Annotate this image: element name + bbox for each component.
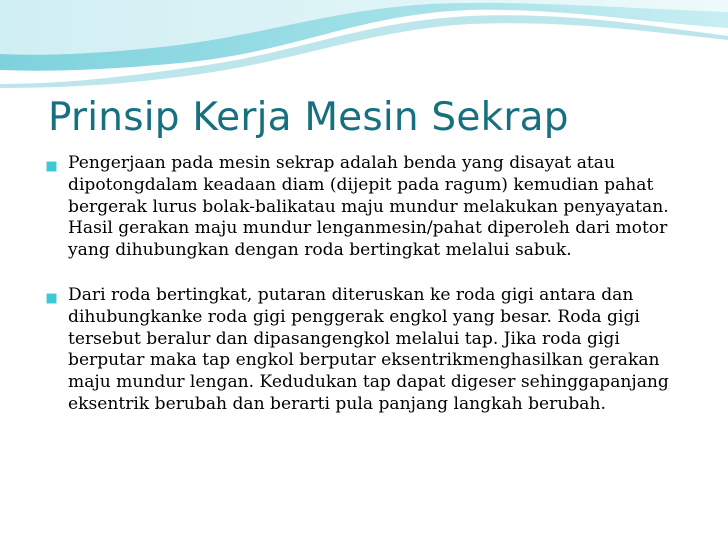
- bullet-text: Dari roda bertingkat, putaran diteruskan ke roda gigi antara dan dihubungkanke roda gigi penggerak engkol yang besar. Roda gigi tersebut beralur dan dipasangengkol melalui tap. Jika roda gigi berputar maka tap engkol berputar eksentrikmenghasilkan gerakan maju mundur lengan. Kedudukan tap dapat digeser sehinggapanjang eksentrik berubah dan berarti pula panjang langkah berubah.: [68, 284, 669, 414]
- bullet-list: [46, 153, 686, 439]
- bullet-text: Pengerjaan pada mesin sekrap adalah benda yang disayat atau dipotongdalam keadaan diam (dijepit pada ragum) kemudian pahat bergerak lurus bolak-balikatau maju mundur melakukan penyayatan. Hasil gerakan maju mundur lenganmesin/pahat diperoleh dari motor yang dihubungkan dengan roda bertingkat melalui sabuk.: [68, 153, 669, 261]
- square-bullet-icon: [46, 161, 57, 172]
- bullet-item: [46, 285, 686, 416]
- header-wave-decoration: [0, 0, 728, 90]
- slide-title: Prinsip Kerja Mesin Sekrap: [48, 95, 569, 140]
- bullet-item: [46, 153, 686, 262]
- square-bullet-icon: [46, 293, 57, 304]
